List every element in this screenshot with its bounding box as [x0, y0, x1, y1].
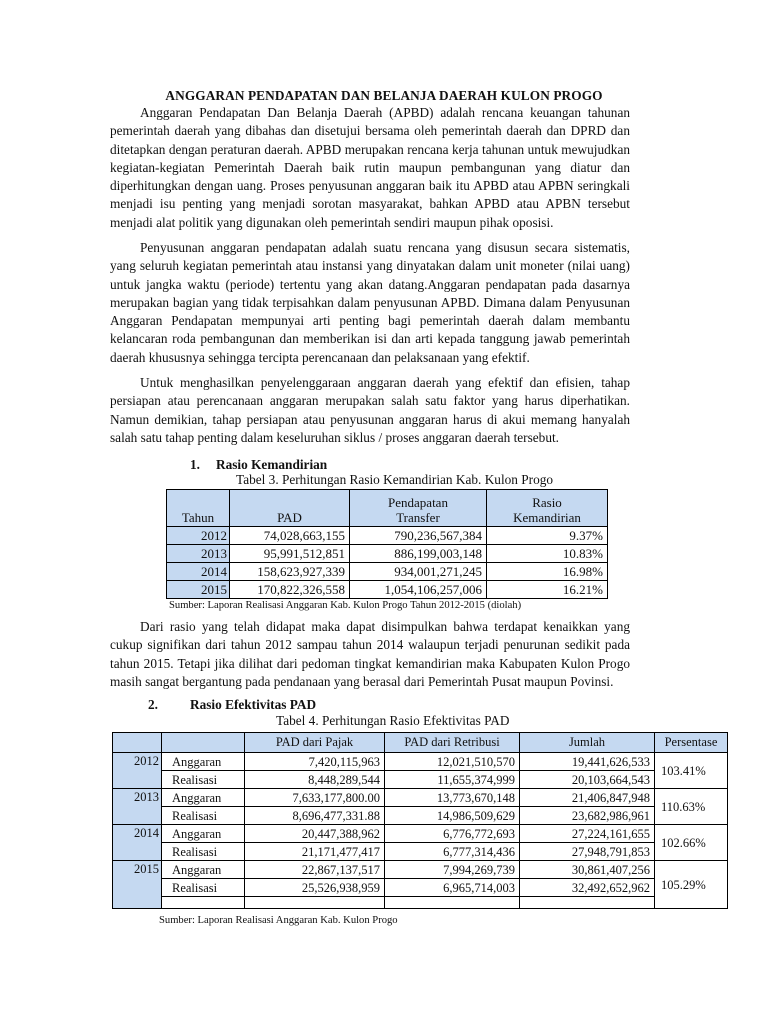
- table-row: [113, 753, 728, 771]
- cell-retribusi: 12,021,510,570: [385, 753, 520, 771]
- table-row: [113, 825, 728, 843]
- cell-transfer: 790,236,567,384: [350, 527, 487, 545]
- header-line: Rasio: [532, 495, 562, 510]
- cell-tahun: 2013: [167, 545, 230, 563]
- cell-jumlah: 23,682,986,961: [520, 807, 655, 825]
- cell-pad: 95,991,512,851: [230, 545, 350, 563]
- header-line: Transfer: [396, 510, 440, 525]
- cell-pajak: 21,171,477,417: [245, 843, 385, 861]
- cell-pajak: 25,526,938,959: [245, 879, 385, 897]
- header-empty: [162, 733, 245, 753]
- cell-persentase: 103.41%: [655, 753, 728, 789]
- cell-tahun: 2012: [167, 527, 230, 545]
- cell-rasio: 9.37%: [487, 527, 608, 545]
- cell-pajak: 7,633,177,800.00: [245, 789, 385, 807]
- section-title: Rasio Efektivitas PAD: [190, 697, 317, 712]
- cell-pajak: 8,448,289,544: [245, 771, 385, 789]
- paragraph-apbd-definition: Anggaran Pendapatan Dan Belanja Daerah (APBD) adalah rencana keuangan tahunan pemerintah daerah yang dibahas dan disetujui bersama oleh pemerintah daerah dan DPRD dan ditetapkan dengan peraturan daerah. APBD merupakan rencana kerja tahunan untuk mewujudkan kegiatan-kegiatan Pemerintah Daerah baik rutin maupun pembangunan yang diatur dan diperhitungkan dengan uang. Proses penyusunan anggaran baik itu APBD atau APBN seringkali menjadi isu penting yang menjadi sorotan masyarakat, bahkan APBD atau APBN tersebut menjadi alat politik yang digunakan oleh pemerintah sendiri maupun pihak oposisi.: [110, 105, 630, 230]
- cell-pajak: 8,696,477,331.88: [245, 807, 385, 825]
- table-row-empty: [113, 897, 728, 909]
- paragraph-conclusion: Dari rasio yang telah didapat maka dapat disimpulkan bahwa terdapat kenaikkan yang cukup signifikan dari tahun 2012 sampau tahun 2014 walaupun terjadi penurunan sedikit pada tahun 2015. Tetapi jika dilihat dari pedoman tingkat kemandirian maka Kabupaten Kulon Progo masih sangat bergantung pada pendanaan yang berasal dari Pemerintah Pusat maupun Povinsi.: [110, 619, 630, 689]
- table-header-row: [113, 733, 728, 753]
- cell-retribusi: 7,994,269,739: [385, 861, 520, 879]
- header-pad: PAD: [230, 490, 350, 527]
- table-source-3: Sumber: Laporan Realisasi Anggaran Kab. Kulon Progo Tahun 2012-2015 (diolah): [169, 600, 522, 611]
- cell-retribusi: 13,773,670,148: [385, 789, 520, 807]
- cell-jumlah: 20,103,664,543: [520, 771, 655, 789]
- cell-empty: [385, 897, 520, 909]
- table-row: [167, 545, 608, 563]
- table-source-4: Sumber: Laporan Realisasi Anggaran Kab. Kulon Progo: [159, 915, 398, 926]
- cell-jumlah: 32,492,652,962: [520, 879, 655, 897]
- table-caption-4: Tabel 4. Perhitungan Rasio Efektivitas PAD: [276, 713, 510, 728]
- cell-retribusi: 14,986,509,629: [385, 807, 520, 825]
- paragraph-budget-planning: Penyusunan anggaran pendapatan adalah suatu rencana yang disusun secara sistematis, yang seluruh kegiatan pemerintah atau instansi yang dinyatakan dalam unit moneter (nilai uang) untuk jangka waktu (periode) tertentu yang akan datang.Anggaran pendapatan pada dasarnya merupakan bagian yang tidak terpisahkan dalam penyusunan APBD. Dimana dalam Penyusunan Anggaran Pendapatan mempunyai arti penting bagi pemerintah daerah dalam membantu kelancaran roda pembangunan dan memberikan isi dan arti kepada tanggung jawab pemerintah daerah khususnya sehingga tercipta perencanaan dan pelaksanaan yang efektif.: [110, 240, 630, 365]
- section-number: 2.: [148, 697, 158, 712]
- table-rasio-kemandirian: [166, 489, 608, 599]
- header-rasio-kemandirian: [487, 490, 608, 527]
- cell-empty: [245, 897, 385, 909]
- cell-transfer: 886,199,003,148: [350, 545, 487, 563]
- cell-label: Realisasi: [162, 843, 245, 861]
- page-title: ANGGARAN PENDAPATAN DAN BELANJA DAERAH KULON PROGO: [165, 88, 603, 103]
- cell-pajak: 7,420,115,963: [245, 753, 385, 771]
- cell-retribusi: 6,965,714,003: [385, 879, 520, 897]
- cell-label: Anggaran: [162, 753, 245, 771]
- section-number: 1.: [190, 457, 200, 472]
- table-rasio-efektivitas: [112, 732, 728, 909]
- cell-jumlah: 30,861,407,256: [520, 861, 655, 879]
- header-pad-retribusi: PAD dari Retribusi: [385, 733, 520, 753]
- cell-persentase: 110.63%: [655, 789, 728, 825]
- cell-rasio: 16.98%: [487, 563, 608, 581]
- cell-rasio: 10.83%: [487, 545, 608, 563]
- cell-tahun: 2013: [113, 789, 162, 825]
- header-tahun: Tahun: [167, 490, 230, 527]
- table-header-row: [167, 490, 608, 527]
- table-row: [113, 879, 728, 897]
- header-line: Pendapatan: [388, 495, 448, 510]
- cell-transfer: 1,054,106,257,006: [350, 581, 487, 599]
- header-pendapatan-transfer: [350, 490, 487, 527]
- header-jumlah: Jumlah: [520, 733, 655, 753]
- cell-empty: [162, 897, 245, 909]
- table-row: [113, 807, 728, 825]
- cell-tahun: 2015: [167, 581, 230, 599]
- section-heading-rasio-kemandirian: [190, 457, 327, 473]
- header-pad-pajak: PAD dari Pajak: [245, 733, 385, 753]
- cell-persentase: 105.29%: [655, 861, 728, 909]
- cell-tahun: 2014: [113, 825, 162, 861]
- table-row: [113, 843, 728, 861]
- cell-pajak: 22,867,137,517: [245, 861, 385, 879]
- cell-empty: [520, 897, 655, 909]
- cell-rasio: 16.21%: [487, 581, 608, 599]
- table-caption-3: Tabel 3. Perhitungan Rasio Kemandirian Kab. Kulon Progo: [236, 472, 554, 487]
- cell-jumlah: 27,224,161,655: [520, 825, 655, 843]
- cell-pajak: 20,447,388,962: [245, 825, 385, 843]
- header-empty: [113, 733, 162, 753]
- cell-retribusi: 11,655,374,999: [385, 771, 520, 789]
- cell-pad: 74,028,663,155: [230, 527, 350, 545]
- cell-retribusi: 6,777,314,436: [385, 843, 520, 861]
- cell-jumlah: 27,948,791,853: [520, 843, 655, 861]
- table-row: [167, 527, 608, 545]
- paragraph-efficiency: Untuk menghasilkan penyelenggaraan anggaran daerah yang efektif dan efisien, tahap persiapan atau perencanaan anggaran merupakan salah satu faktor yang harus diperhatikan. Namun demikian, tahap persiapan atau penyusunan anggaran harus di akui memang hanyalah salah satu tahap penting dalam keseluruhan siklus / proses anggaran daerah tersebut.: [110, 375, 630, 445]
- table-row: [113, 861, 728, 879]
- section-title: Rasio Kemandirian: [216, 457, 328, 472]
- cell-pad: 170,822,326,558: [230, 581, 350, 599]
- cell-label: Anggaran: [162, 861, 245, 879]
- table-row: [113, 771, 728, 789]
- cell-label: Realisasi: [162, 771, 245, 789]
- header-line: Kemandirian: [513, 510, 581, 525]
- cell-transfer: 934,001,271,245: [350, 563, 487, 581]
- cell-jumlah: 21,406,847,948: [520, 789, 655, 807]
- cell-label: Anggaran: [162, 825, 245, 843]
- table-row: [167, 563, 608, 581]
- cell-label: Realisasi: [162, 807, 245, 825]
- cell-retribusi: 6,776,772,693: [385, 825, 520, 843]
- cell-tahun: 2015: [113, 861, 162, 909]
- cell-tahun: 2012: [113, 753, 162, 789]
- cell-label: Realisasi: [162, 879, 245, 897]
- header-persentase: Persentase: [655, 733, 728, 753]
- table-row: [113, 789, 728, 807]
- cell-tahun: 2014: [167, 563, 230, 581]
- cell-jumlah: 19,441,626,533: [520, 753, 655, 771]
- cell-label: Anggaran: [162, 789, 245, 807]
- cell-pad: 158,623,927,339: [230, 563, 350, 581]
- section-heading-rasio-efektivitas: [148, 697, 316, 713]
- table-row: [167, 581, 608, 599]
- cell-persentase: 102.66%: [655, 825, 728, 861]
